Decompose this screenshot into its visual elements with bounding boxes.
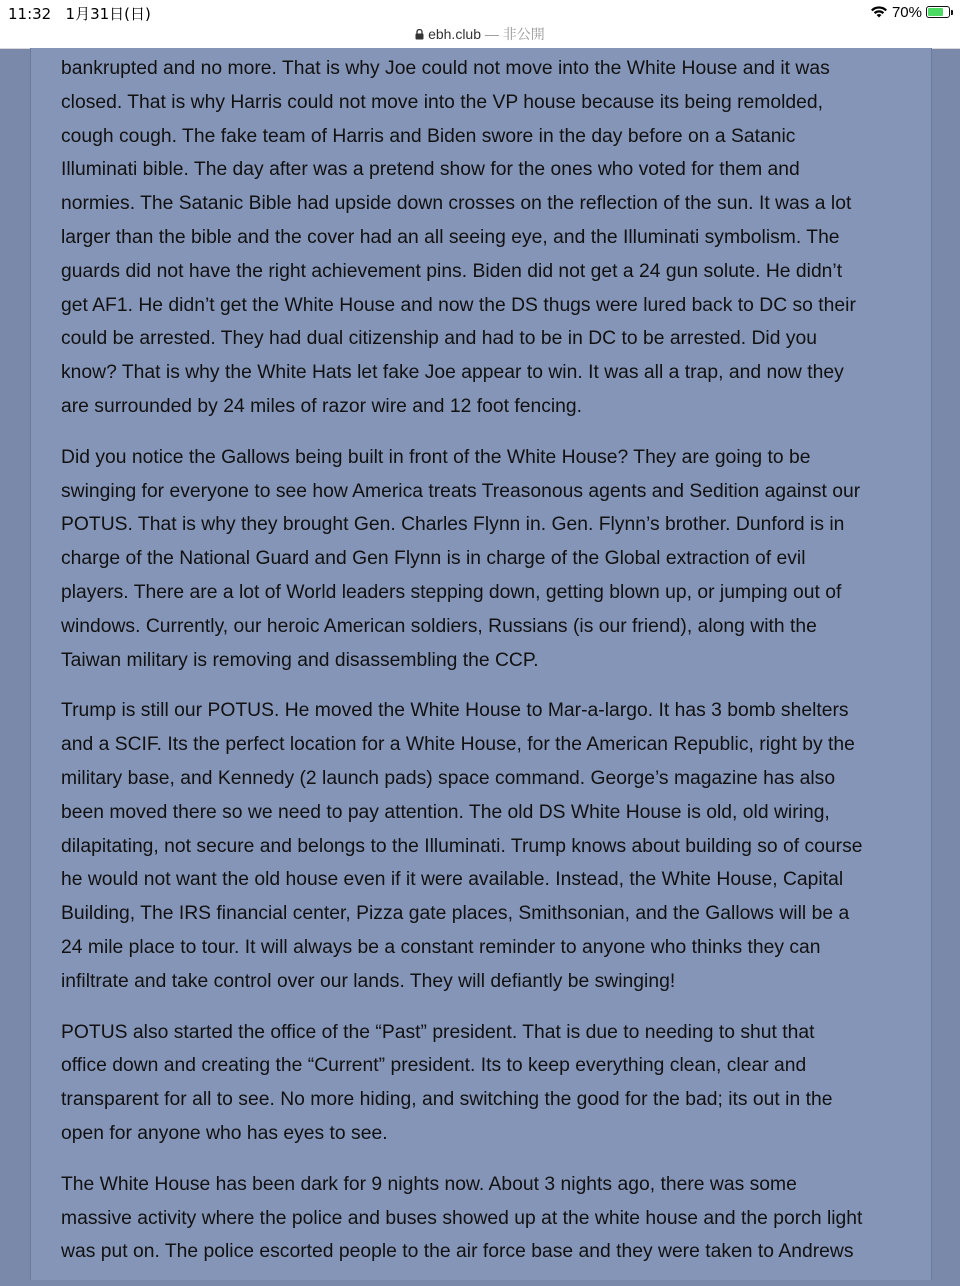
date-label: 1月31日(日) xyxy=(65,5,151,23)
url-visibility: — 非公開 xyxy=(484,26,545,42)
article-paragraph-1: bankrupted and no more. That is why Joe could not move into the White House and it was closed. That is why Harris could not move into the VP house because its being remolded, cough cough. The fake team of Harris and Biden swore in the day before on a Satanic Illuminati bible. The day after was a pretend show for the ones who voted for them and normies. The Satanic Bible had upside down crosses on the reflection of the sun. It was a lot larger than the bible and the cover had an all seeing eye, and the Illuminati symbolism. The guards did not have the right achievement pins. Biden did not get a 24 gun solute. He didn’t get AF1. He didn’t get the White House and now the DS thugs were lured back to DC so their could be arrested. They had dual citizenship and had to be in DC to be arrested. Did you know? That is why the White Hats let fake Joe appear to win. It was all a trap, and now they are surrounded by 24 miles of razor wire and 12 foot fencing. xyxy=(61,58,856,417)
article-body xyxy=(61,52,911,1286)
system-indicators xyxy=(870,3,950,21)
article-paragraph-2: Did you notice the Gallows being built in front of the White House? They are going to be swinging for everyone to see how America treats Treasonous agents and Sedition against our POTUS. That is why they brought Gen. Charles Flynn in. Gen. Flynn’s brother. Dunford is in charge of the National Guard and Gen Flynn is in charge of the Global extraction of evil players. There are a lot of World leaders stepping down, getting blown up, or jumping out of windows. Currently, our heroic American soldiers, Russians (is our friend), along with the Taiwan military is removing and disassembling the CCP. xyxy=(61,446,861,671)
lock-icon xyxy=(415,29,424,40)
battery-level-fill xyxy=(928,8,943,16)
article-paragraph-5: The White House has been dark for 9 nights now. About 3 nights ago, there was some massive activity where the police and buses showed up at the white house and the porch light was put on. The police escorted people to the air force base and they were taken to Andrews xyxy=(61,1173,863,1263)
wifi-icon xyxy=(870,5,888,19)
url-domain: ebh.club xyxy=(428,26,482,42)
clock xyxy=(8,3,151,24)
status-bar xyxy=(0,0,960,49)
battery-icon xyxy=(926,6,950,18)
article-paragraph-3: Trump is still our POTUS. He moved the White House to Mar-a-largo. It has 3 bomb shelters and a SCIF. Its the perfect location for a White House, for the American Republic, right by the military base, and Kennedy (2 launch pads) space command. George’s magazine has also been moved there so we need to pay attention. The old DS White House is old, old wiring, dilapitating, not secure and belongs to the Illuminati. Trump knows about building so of course he would not want the old house even if it were available. Instead, the White House, Capital Building, The IRS financial center, Pizza gate places, Smithsonian, and the Gallows will be a 24 mile place to tour. It will always be a constant reminder to anyone who thinks they can infiltrate and take control over our lands. They will defiantly be swinging! xyxy=(61,700,863,992)
time-label: 11:32 xyxy=(8,5,52,23)
address-bar[interactable] xyxy=(0,24,960,44)
page-column xyxy=(30,48,932,1280)
article-paragraph-4: POTUS also started the office of the “Past” president. That is due to needing to shut that office down and creating the “Current” president. Its to keep everything clean, clear and transparent for all to see. No more hiding, and switching the good for the bad; its out in the open for anyone who has eyes to see. xyxy=(61,1021,833,1144)
battery-percent: 70% xyxy=(891,3,922,21)
